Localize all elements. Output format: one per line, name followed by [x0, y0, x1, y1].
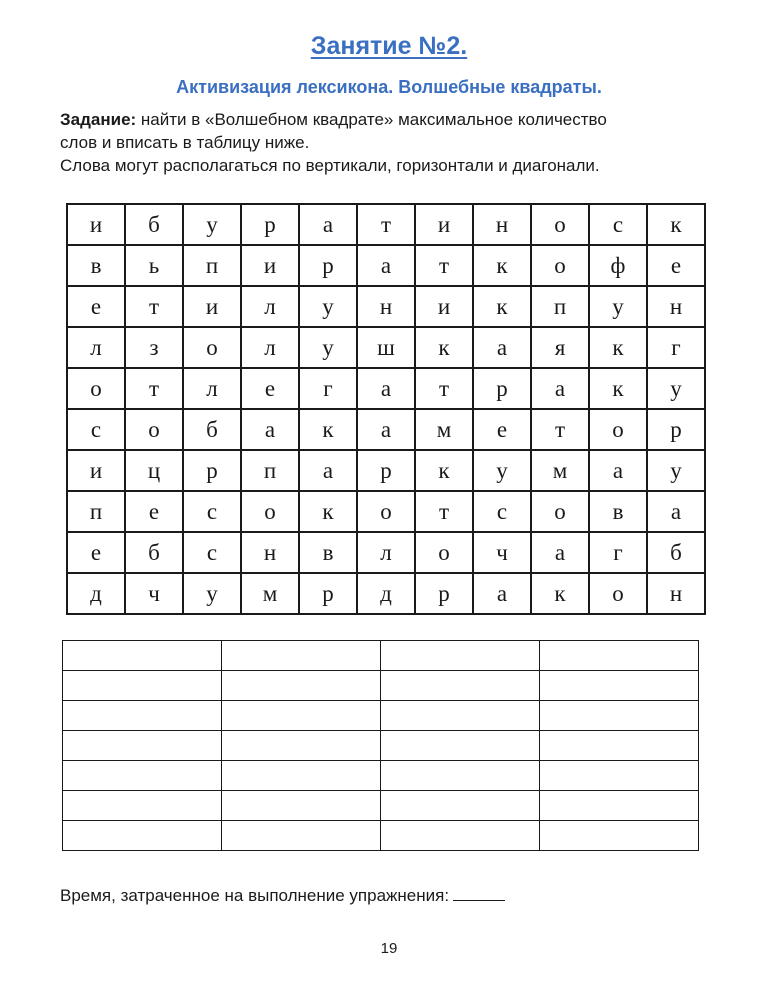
- answer-cell[interactable]: [63, 641, 222, 671]
- page-title: [0, 30, 778, 62]
- grid-cell[interactable]: ц: [125, 450, 183, 491]
- grid-cell[interactable]: к: [589, 327, 647, 368]
- grid-cell[interactable]: у: [299, 327, 357, 368]
- grid-cell[interactable]: о: [589, 409, 647, 450]
- answer-cell[interactable]: [540, 731, 699, 761]
- task-label: Задание:: [60, 110, 137, 129]
- grid-cell[interactable]: в: [67, 245, 125, 286]
- grid-row: [67, 327, 705, 368]
- grid-cell[interactable]: у: [473, 450, 531, 491]
- grid-row: [67, 286, 705, 327]
- grid-cell[interactable]: е: [125, 491, 183, 532]
- answer-cell[interactable]: [540, 671, 699, 701]
- grid-cell[interactable]: е: [473, 409, 531, 450]
- grid-cell[interactable]: р: [299, 573, 357, 614]
- grid-cell[interactable]: о: [241, 491, 299, 532]
- grid-cell[interactable]: и: [67, 204, 125, 245]
- grid-cell[interactable]: и: [183, 286, 241, 327]
- grid-cell[interactable]: п: [67, 491, 125, 532]
- grid-cell[interactable]: а: [531, 532, 589, 573]
- grid-cell[interactable]: т: [415, 245, 473, 286]
- grid-cell[interactable]: н: [241, 532, 299, 573]
- grid-cell[interactable]: д: [67, 573, 125, 614]
- grid-cell[interactable]: ч: [473, 532, 531, 573]
- grid-cell[interactable]: л: [183, 368, 241, 409]
- grid-cell[interactable]: ь: [125, 245, 183, 286]
- grid-cell[interactable]: с: [183, 491, 241, 532]
- grid-cell[interactable]: р: [357, 450, 415, 491]
- answer-cell[interactable]: [381, 641, 540, 671]
- grid-cell[interactable]: ч: [125, 573, 183, 614]
- grid-cell[interactable]: а: [299, 450, 357, 491]
- answer-cell[interactable]: [381, 761, 540, 791]
- grid-cell[interactable]: р: [647, 409, 705, 450]
- answer-cell[interactable]: [222, 731, 381, 761]
- grid-cell[interactable]: б: [125, 204, 183, 245]
- time-label: Время, затраченное на выполнение упражнения:: [60, 886, 450, 905]
- grid-cell[interactable]: м: [241, 573, 299, 614]
- grid-cell[interactable]: в: [299, 532, 357, 573]
- grid-cell[interactable]: а: [241, 409, 299, 450]
- answer-cell[interactable]: [63, 821, 222, 851]
- grid-cell[interactable]: е: [67, 286, 125, 327]
- answer-cell[interactable]: [381, 731, 540, 761]
- page-number: 19: [380, 940, 398, 957]
- grid-cell[interactable]: с: [589, 204, 647, 245]
- grid-cell[interactable]: о: [531, 491, 589, 532]
- answer-cell[interactable]: [63, 701, 222, 731]
- grid-cell[interactable]: п: [531, 286, 589, 327]
- answer-cell[interactable]: [540, 821, 699, 851]
- task-line-2: слов и вписать в таблицу ниже.: [60, 133, 310, 152]
- grid-cell[interactable]: р: [473, 368, 531, 409]
- grid-cell[interactable]: е: [241, 368, 299, 409]
- grid-cell[interactable]: л: [241, 286, 299, 327]
- grid-cell[interactable]: з: [125, 327, 183, 368]
- grid-row: [67, 532, 705, 573]
- grid-cell[interactable]: б: [125, 532, 183, 573]
- grid-cell[interactable]: о: [531, 204, 589, 245]
- grid-row: [67, 368, 705, 409]
- grid-cell[interactable]: а: [531, 368, 589, 409]
- grid-cell[interactable]: а: [357, 409, 415, 450]
- answer-cell[interactable]: [540, 701, 699, 731]
- grid-cell[interactable]: к: [589, 368, 647, 409]
- grid-cell[interactable]: л: [241, 327, 299, 368]
- answer-row: [63, 641, 699, 671]
- grid-cell[interactable]: н: [647, 573, 705, 614]
- grid-cell[interactable]: р: [241, 204, 299, 245]
- answer-cell[interactable]: [222, 761, 381, 791]
- task-instructions: [60, 108, 740, 177]
- grid-cell[interactable]: р: [183, 450, 241, 491]
- grid-row: [67, 450, 705, 491]
- answer-row: [63, 791, 699, 821]
- grid-row: [67, 204, 705, 245]
- grid-cell[interactable]: к: [415, 450, 473, 491]
- grid-cell[interactable]: к: [473, 286, 531, 327]
- grid-cell[interactable]: у: [647, 368, 705, 409]
- grid-cell[interactable]: у: [299, 286, 357, 327]
- answer-cell[interactable]: [222, 671, 381, 701]
- page-title-text: Занятие №2.: [310, 32, 468, 60]
- answer-cell[interactable]: [63, 731, 222, 761]
- answer-row: [63, 761, 699, 791]
- answer-cell[interactable]: [540, 641, 699, 671]
- grid-cell[interactable]: а: [589, 450, 647, 491]
- grid-cell[interactable]: о: [183, 327, 241, 368]
- answer-cell[interactable]: [381, 791, 540, 821]
- grid-row: [67, 245, 705, 286]
- answer-cell[interactable]: [222, 641, 381, 671]
- grid-row: [67, 573, 705, 614]
- page-subtitle: Активизация лексикона. Волшебные квадраты.: [176, 77, 602, 97]
- grid-row: [67, 491, 705, 532]
- grid-cell[interactable]: и: [67, 450, 125, 491]
- grid-cell[interactable]: н: [647, 286, 705, 327]
- grid-cell[interactable]: к: [473, 245, 531, 286]
- grid-cell[interactable]: г: [299, 368, 357, 409]
- grid-cell[interactable]: а: [299, 204, 357, 245]
- magic-square-grid: [66, 203, 706, 615]
- grid-cell[interactable]: т: [415, 491, 473, 532]
- answer-cell[interactable]: [222, 701, 381, 731]
- grid-cell[interactable]: с: [473, 491, 531, 532]
- grid-cell[interactable]: м: [531, 450, 589, 491]
- grid-cell[interactable]: в: [589, 491, 647, 532]
- grid-cell[interactable]: о: [531, 245, 589, 286]
- answer-cell[interactable]: [63, 791, 222, 821]
- answer-cell[interactable]: [63, 761, 222, 791]
- grid-cell[interactable]: к: [647, 204, 705, 245]
- grid-cell[interactable]: а: [357, 245, 415, 286]
- grid-cell[interactable]: у: [589, 286, 647, 327]
- grid-cell[interactable]: п: [183, 245, 241, 286]
- grid-cell[interactable]: н: [357, 286, 415, 327]
- grid-cell[interactable]: о: [415, 532, 473, 573]
- grid-cell[interactable]: т: [531, 409, 589, 450]
- answer-cell[interactable]: [63, 671, 222, 701]
- grid-cell[interactable]: м: [415, 409, 473, 450]
- answer-cell[interactable]: [222, 821, 381, 851]
- answer-cell[interactable]: [540, 761, 699, 791]
- grid-cell[interactable]: и: [241, 245, 299, 286]
- grid-cell[interactable]: я: [531, 327, 589, 368]
- task-text-1: найти в «Волшебном квадрате» максимальное количество: [136, 110, 607, 129]
- grid-cell[interactable]: т: [125, 286, 183, 327]
- grid-cell[interactable]: к: [299, 409, 357, 450]
- answer-cell[interactable]: [381, 701, 540, 731]
- grid-cell[interactable]: р: [299, 245, 357, 286]
- grid-cell[interactable]: и: [415, 204, 473, 245]
- grid-cell[interactable]: а: [473, 327, 531, 368]
- grid-cell[interactable]: л: [67, 327, 125, 368]
- grid-cell[interactable]: ф: [589, 245, 647, 286]
- grid-cell[interactable]: т: [415, 368, 473, 409]
- time-spent: [60, 884, 505, 907]
- grid-cell[interactable]: е: [67, 532, 125, 573]
- grid-cell[interactable]: у: [183, 204, 241, 245]
- answer-row: [63, 731, 699, 761]
- grid-cell[interactable]: о: [67, 368, 125, 409]
- answer-row: [63, 671, 699, 701]
- grid-cell[interactable]: б: [647, 532, 705, 573]
- grid-cell[interactable]: г: [589, 532, 647, 573]
- grid-cell[interactable]: о: [589, 573, 647, 614]
- grid-cell[interactable]: о: [357, 491, 415, 532]
- grid-cell[interactable]: о: [125, 409, 183, 450]
- answer-cell[interactable]: [540, 791, 699, 821]
- grid-row: [67, 409, 705, 450]
- grid-cell[interactable]: с: [183, 532, 241, 573]
- grid-cell[interactable]: и: [415, 286, 473, 327]
- grid-cell[interactable]: т: [357, 204, 415, 245]
- answer-row: [63, 701, 699, 731]
- grid-cell[interactable]: у: [647, 450, 705, 491]
- grid-cell[interactable]: а: [473, 573, 531, 614]
- grid-cell[interactable]: г: [647, 327, 705, 368]
- grid-cell[interactable]: ш: [357, 327, 415, 368]
- grid-cell[interactable]: б: [183, 409, 241, 450]
- answer-cell[interactable]: [381, 671, 540, 701]
- grid-cell[interactable]: л: [357, 532, 415, 573]
- grid-cell[interactable]: к: [415, 327, 473, 368]
- answer-table: [62, 640, 699, 851]
- grid-cell[interactable]: п: [241, 450, 299, 491]
- grid-cell[interactable]: у: [183, 573, 241, 614]
- grid-cell[interactable]: т: [125, 368, 183, 409]
- grid-cell[interactable]: с: [67, 409, 125, 450]
- answer-cell[interactable]: [381, 821, 540, 851]
- grid-cell[interactable]: е: [647, 245, 705, 286]
- task-line-1: [60, 108, 740, 131]
- time-blank[interactable]: [453, 884, 505, 901]
- grid-cell[interactable]: к: [299, 491, 357, 532]
- grid-cell[interactable]: а: [357, 368, 415, 409]
- grid-cell[interactable]: к: [531, 573, 589, 614]
- answer-row: [63, 821, 699, 851]
- answer-cell[interactable]: [222, 791, 381, 821]
- grid-cell[interactable]: н: [473, 204, 531, 245]
- grid-cell[interactable]: д: [357, 573, 415, 614]
- task-line-3: Слова могут располагаться по вертикали, горизонтали и диагонали.: [60, 156, 600, 175]
- grid-cell[interactable]: а: [647, 491, 705, 532]
- grid-cell[interactable]: р: [415, 573, 473, 614]
